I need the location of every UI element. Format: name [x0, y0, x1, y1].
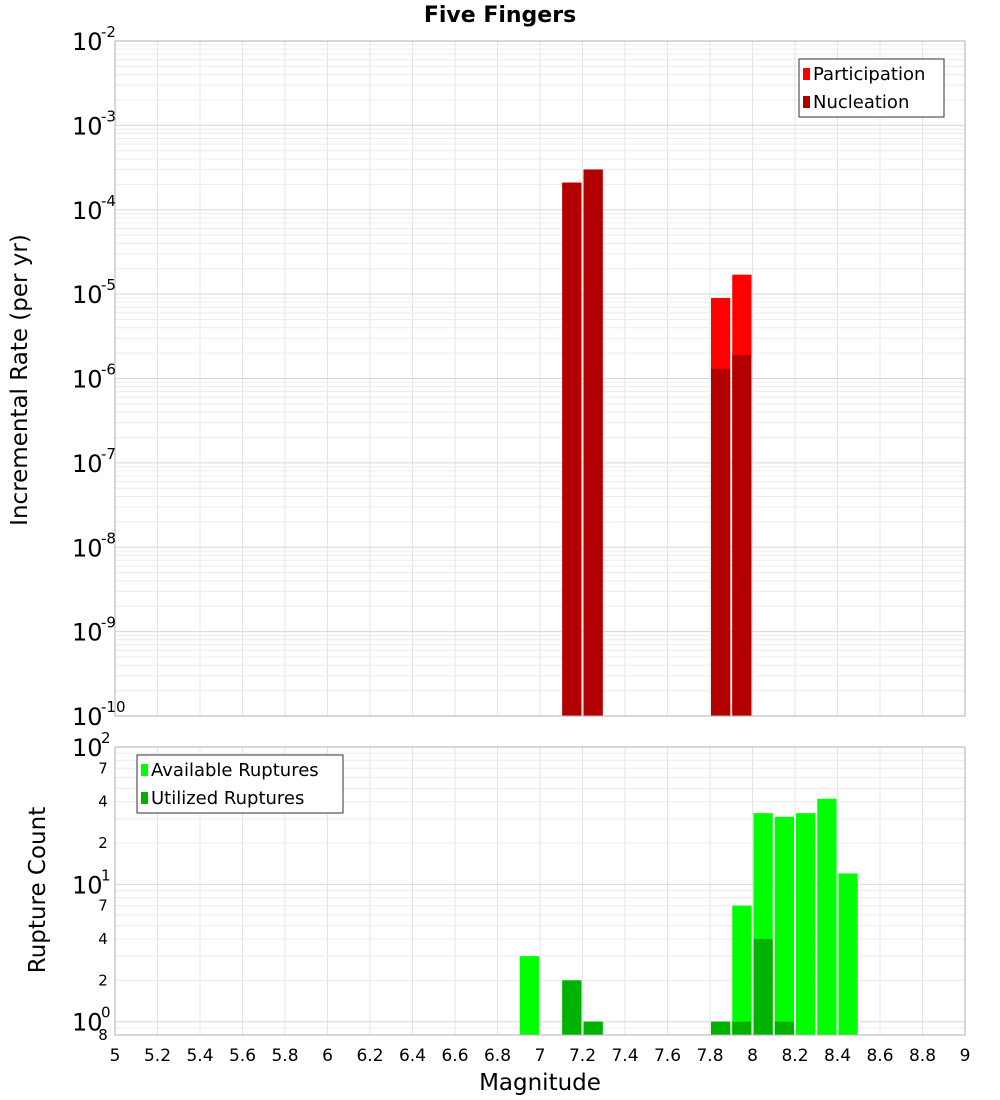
y-tick-exponent: -3	[101, 107, 116, 126]
x-tick-label: 6.2	[356, 1046, 384, 1066]
x-tick-label: 5.2	[143, 1046, 172, 1066]
x-tick-label: 8.2	[781, 1046, 809, 1066]
legend-swatch	[141, 792, 148, 804]
y-tick-label: 10	[72, 196, 103, 225]
top-bar	[562, 183, 581, 716]
x-tick-label: 7	[534, 1046, 546, 1066]
y-tick-label: 10	[72, 618, 103, 647]
bottom-bar	[732, 1022, 751, 1035]
top-bar	[732, 355, 751, 716]
bottom-legend	[137, 755, 343, 813]
x-tick-label: 8.8	[908, 1046, 937, 1066]
y-minor-tick-label: 7	[98, 759, 108, 778]
y-tick-exponent: 0	[101, 1003, 111, 1022]
x-tick-label: 8.6	[866, 1046, 894, 1066]
x-ticks	[110, 1046, 971, 1066]
bottom-bar	[732, 906, 751, 1035]
x-tick-label: 8.4	[823, 1046, 852, 1066]
bottom-bar	[711, 1022, 730, 1035]
legend-swatch	[803, 96, 810, 108]
legend-label: Utilized Ruptures	[151, 788, 305, 809]
y-tick-label: 10	[72, 112, 103, 141]
y-tick-exponent: -9	[101, 613, 116, 632]
y-tick-exponent: -7	[101, 444, 116, 463]
y-tick-label: 10	[72, 1008, 103, 1037]
x-tick-label: 6.4	[398, 1046, 427, 1066]
bottom-bar	[839, 873, 858, 1035]
y-tick-label: 10	[72, 281, 103, 310]
bottom-bar	[775, 1022, 794, 1035]
y-tick-label: 10	[72, 871, 103, 900]
y-tick-label: 10	[72, 28, 103, 56]
y-tick-label: 10	[72, 534, 103, 563]
y-tick-label: 10	[72, 734, 103, 762]
bottom-bar	[584, 1022, 603, 1035]
x-tick-label: 9	[959, 1046, 971, 1066]
y-minor-tick-label: 4	[98, 930, 108, 948]
x-axis-label: Magnitude	[479, 1070, 601, 1096]
x-tick-label: 7.4	[611, 1046, 639, 1066]
y-minor-tick-label: 2	[98, 834, 108, 852]
x-tick-label: 5.8	[271, 1046, 299, 1066]
legend-label: Available Ruptures	[151, 760, 319, 781]
bottom-bar	[817, 799, 836, 1035]
bottom-bar	[796, 813, 815, 1035]
y-minor-tick-label: 7	[98, 896, 108, 915]
legend-swatch	[803, 68, 810, 80]
top-y-axis-label: Incremental Rate (per yr)	[7, 234, 33, 526]
top-panel	[72, 23, 965, 731]
top-bar	[584, 169, 603, 716]
x-tick-label: 7.6	[653, 1046, 682, 1066]
y-tick-exponent: -6	[101, 360, 116, 379]
top-grid	[115, 41, 965, 716]
y-minor-tick-label: 8	[98, 1026, 108, 1044]
legend-label: Nucleation	[813, 92, 910, 113]
bottom-bar	[775, 817, 794, 1035]
y-tick-exponent: -5	[101, 276, 116, 295]
x-tick-label: 5	[109, 1046, 121, 1066]
legend-label: Participation	[813, 64, 926, 85]
y-tick-exponent: 1	[101, 866, 111, 885]
bottom-y-ticks	[72, 729, 111, 1044]
y-tick-label: 10	[72, 449, 103, 478]
x-tick-label: 8	[747, 1046, 758, 1066]
bottom-panel	[72, 729, 970, 1066]
y-minor-tick-label: 4	[98, 792, 108, 811]
x-tick-label: 7.2	[568, 1046, 597, 1066]
x-tick-label: 5.4	[186, 1046, 214, 1066]
x-tick-label: 5.6	[228, 1046, 257, 1066]
x-tick-label: 6.8	[483, 1046, 512, 1066]
bottom-bar	[562, 980, 581, 1035]
y-minor-tick-label: 2	[98, 971, 108, 990]
top-legend	[799, 59, 944, 117]
y-tick-label: 10	[72, 703, 103, 731]
y-tick-exponent: -4	[101, 191, 116, 210]
chart-title: Five Fingers	[423, 3, 577, 28]
legend-swatch	[141, 764, 148, 776]
y-tick-exponent: -10	[101, 698, 126, 716]
y-tick-label: 10	[72, 365, 103, 394]
x-tick-label: 6.6	[441, 1046, 469, 1066]
x-tick-label: 6	[322, 1046, 333, 1066]
bottom-y-axis-label: Rupture Count	[25, 806, 51, 974]
bottom-bar	[520, 956, 539, 1035]
top-bar	[711, 369, 730, 716]
bottom-bar	[754, 939, 773, 1035]
y-tick-exponent: -8	[101, 529, 116, 548]
y-tick-exponent: 2	[101, 729, 111, 747]
y-tick-exponent: -2	[101, 23, 116, 41]
x-tick-label: 7.8	[696, 1046, 724, 1066]
